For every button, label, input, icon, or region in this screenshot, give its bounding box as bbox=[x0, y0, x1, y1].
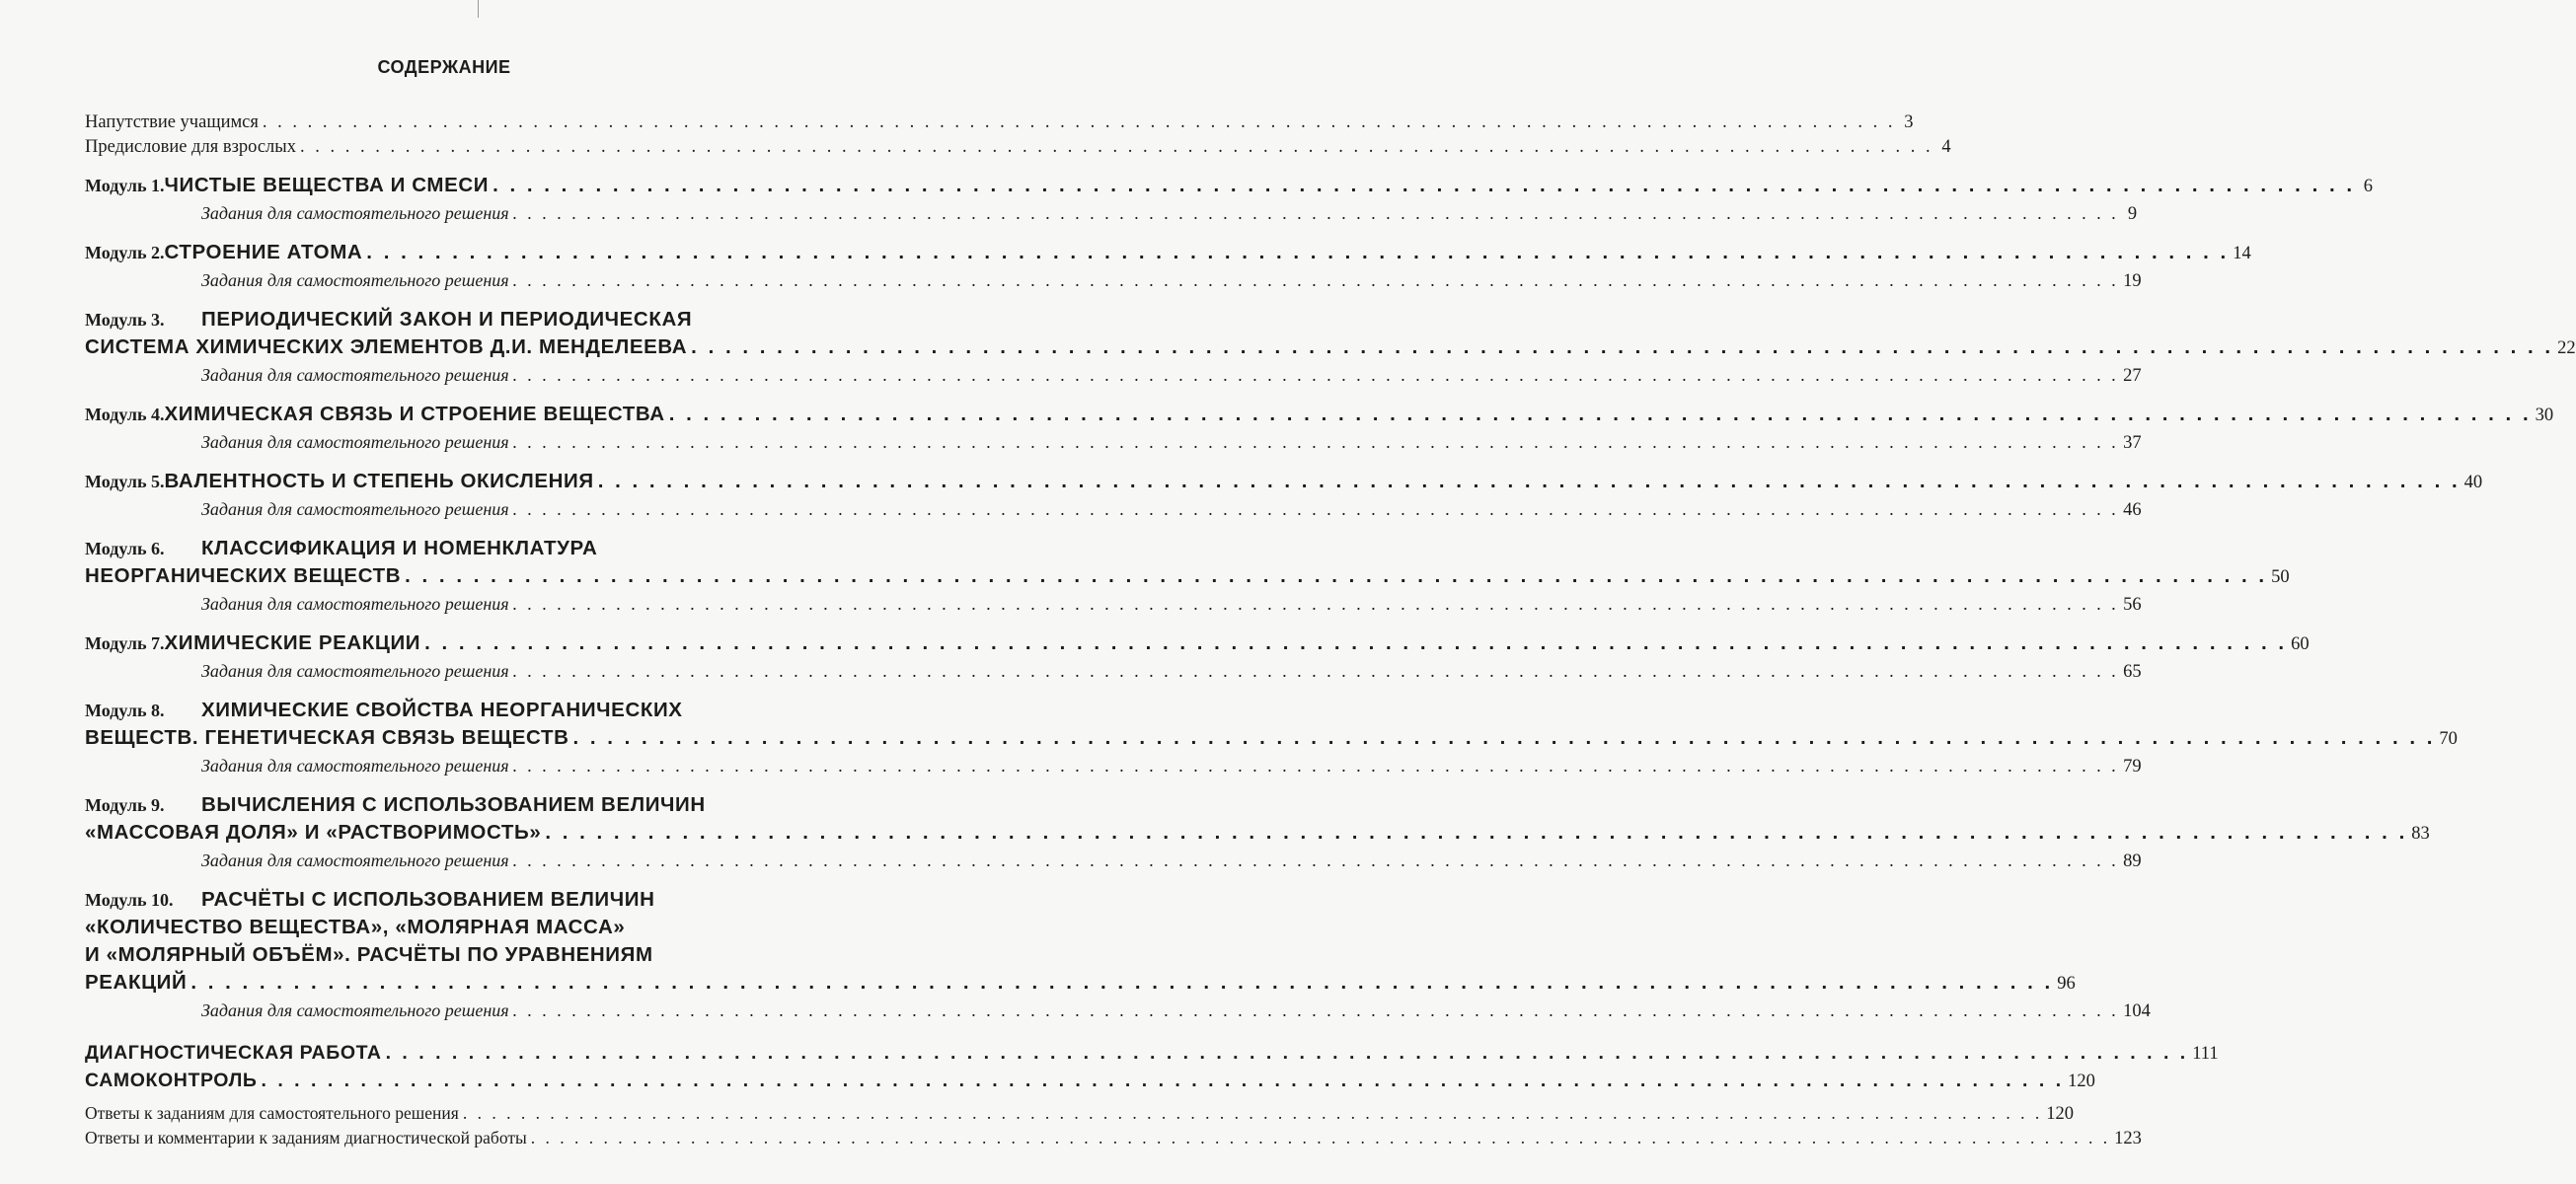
self-study-tasks-entry[interactable] bbox=[85, 998, 2151, 1024]
self-study-tasks-entry[interactable] bbox=[85, 848, 2142, 874]
module-entry bbox=[85, 239, 2251, 294]
leader-dots: . . . . . . . . . . . . . . . . . . . . . . . . . . . . . . . . . . . . . . . . . . . . . . . . . . . . . . . . . . . . . . . . . . . . . . . . . . . . . . . . . . . . . . . . . . . . . . . . . . . . . . . . . . . . . bbox=[512, 270, 2120, 290]
page-number: 3 bbox=[1904, 112, 1914, 132]
module-entry bbox=[85, 535, 2290, 618]
module-label: Модуль 9. bbox=[85, 795, 165, 815]
entry-title: Задания для самостоятельного решения bbox=[201, 270, 509, 290]
page-number: 120 bbox=[2046, 1104, 2074, 1124]
module-title-line bbox=[85, 914, 853, 941]
module-title-line[interactable] bbox=[85, 401, 2554, 429]
module-entry bbox=[85, 172, 2374, 227]
leader-dots: . . . . . . . . . . . . . . . . . . . . . . . . . . . . . . . . . . . . . . . . . . . . . . . . . . . . . . . . . . . . . . . . . . . . . . . . . . . . . . . . . . . . . . . . . . . . . . . . . . . . . . . . . . . . . bbox=[572, 726, 2436, 749]
toc-entry-answers[interactable] bbox=[85, 1101, 2074, 1126]
leader-dots: . . . . . . . . . . . . . . . . . . . . . . . . . . . . . . . . . . . . . . . . . . . . . . . . . . . . . . . . . . . . . . . . . . . . . . . . . . . . . . . . . . . . . . . . . . . . . . . . . . . . . . . . . . . . . bbox=[668, 403, 2532, 425]
entry-title: Задания для самостоятельного решения bbox=[201, 756, 509, 776]
entry-title: Задания для самостоятельного решения bbox=[201, 1000, 509, 1020]
entry-title: Задания для самостоятельного решения bbox=[201, 594, 509, 614]
page-number: 60 bbox=[2291, 634, 2310, 654]
module-label: Модуль 3. bbox=[85, 310, 165, 330]
module-title-line bbox=[85, 697, 853, 724]
entry-title: «МАССОВАЯ ДОЛЯ» И «РАСТВОРИМОСТЬ» bbox=[85, 821, 542, 844]
module-title-line bbox=[85, 791, 853, 819]
page-number: 46 bbox=[2123, 500, 2142, 520]
toc-entry-section[interactable] bbox=[85, 1068, 2095, 1095]
leader-dots: . . . . . . . . . . . . . . . . . . . . . . . . . . . . . . . . . . . . . . . . . . . . . . . . . . . . . . . . . . . . . . . . . . . . . . . . . . . . . . . . . . . . . . . . . . . . . . . . . . . . . . . . . . . . . bbox=[545, 821, 2408, 844]
leader-dots: . . . . . . . . . . . . . . . . . . . . . . . . . . . . . . . . . . . . . . . . . . . . . . . . . . . . . . . . . . . . . . . . . . . . . . . . . . . . . . . . . . . . . . . . . . . . . . . . . . . . . . . . . . . . . bbox=[462, 1103, 2043, 1123]
leader-dots: . . . . . . . . . . . . . . . . . . . . . . . . . . . . . . . . . . . . . . . . . . . . . . . . . . . . . . . . . . . . . . . . . . . . . . . . . . . . . . . . . . . . . . . . . . . . . . . . . . . . . . . . . . . . . bbox=[190, 971, 2054, 994]
leader-dots: . . . . . . . . . . . . . . . . . . . . . . . . . . . . . . . . . . . . . . . . . . . . . . . . . . . . . . . . . . . . . . . . . . . . . . . . . . . . . . . . . . . . . . . . . . . . . . . . . . . . . . . . . . . . . bbox=[512, 661, 2120, 681]
self-study-tasks-entry[interactable] bbox=[85, 591, 2142, 618]
module-entry bbox=[85, 886, 2151, 1024]
self-study-tasks-entry[interactable] bbox=[85, 362, 2142, 389]
page-number: 65 bbox=[2123, 662, 2142, 682]
module-label: Модуль 6. bbox=[85, 539, 165, 558]
leader-dots: . . . . . . . . . . . . . . . . . . . . . . . . . . . . . . . . . . . . . . . . . . . . . . . . . . . . . . . . . . . . . . . . . . . . . . . . . . . . . . . . . . . . . . . . . . . . . . . . . . . . . . . . . . . . . bbox=[385, 1042, 2189, 1064]
entry-title: РАСЧЁТЫ С ИСПОЛЬЗОВАНИЕМ ВЕЛИЧИН bbox=[201, 888, 655, 911]
entry-title: НЕОРГАНИЧЕСКИХ ВЕЩЕСТВ bbox=[85, 564, 402, 587]
module-entry bbox=[85, 697, 2458, 779]
module-label: Модуль 8. bbox=[85, 701, 165, 720]
module-title-line[interactable] bbox=[85, 172, 2374, 200]
module-title-line[interactable] bbox=[85, 819, 2430, 848]
entry-title: СТРОЕНИЕ АТОМА bbox=[164, 241, 363, 263]
page-number: 89 bbox=[2123, 851, 2142, 871]
module-title-line bbox=[85, 535, 853, 562]
toc-entry-section[interactable] bbox=[85, 1040, 2219, 1068]
leader-dots: . . . . . . . . . . . . . . . . . . . . . . . . . . . . . . . . . . . . . . . . . . . . . . . . . . . . . . . . . . . . . . . . . . . . . . . . . . . . . . . . . . . . . . . . . . . . . . . . . . . . . . . . . . . . . bbox=[512, 499, 2120, 519]
leader-dots: . . . . . . . . . . . . . . . . . . . . . . . . . . . . . . . . . . . . . . . . . . . . . . . . . . . . . . . . . . . . . . . . . . . . . . . . . . . . . . . . . . . . . . . . . . . . . . . . . . . . . . . . . . . . . bbox=[512, 203, 2120, 223]
module-title-line[interactable] bbox=[85, 629, 2310, 658]
page-number: 4 bbox=[1941, 137, 1951, 157]
self-study-tasks-entry[interactable] bbox=[85, 496, 2142, 523]
entry-title: ВЕЩЕСТВ. ГЕНЕТИЧЕСКАЯ СВЯЗЬ ВЕЩЕСТВ bbox=[85, 726, 569, 749]
leader-dots: . . . . . . . . . . . . . . . . . . . . . . . . . . . . . . . . . . . . . . . . . . . . . . . . . . . . . . . . . . . . . . . . . . . . . . . . . . . . . . . . . . . . . . . . . . . . . . . . . . . . . . . . . . . . . bbox=[492, 174, 2356, 196]
module-entry bbox=[85, 791, 2430, 874]
module-label: Модуль 2. bbox=[85, 243, 165, 262]
leader-dots: . . . . . . . . . . . . . . . . . . . . . . . . . . . . . . . . . . . . . . . . . . . . . . . . . . . . . . . . . . . . . . . . . . . . . . . . . . . . . . . . . . . . . . . . . . . . . . . . . . . . . . . . . . . . . bbox=[512, 1000, 2120, 1020]
module-title-line bbox=[85, 886, 853, 914]
entry-title: ВАЛЕНТНОСТЬ И СТЕПЕНЬ ОКИСЛЕНИЯ bbox=[164, 470, 594, 492]
table-of-contents bbox=[85, 111, 2576, 1150]
page-number: 79 bbox=[2123, 757, 2142, 777]
page-number: 9 bbox=[2127, 204, 2138, 224]
leader-dots: . . . . . . . . . . . . . . . . . . . . . . . . . . . . . . . . . . . . . . . . . . . . . . . . . . . . . . . . . . . . . . . . . . . . . . . . . . . . . . . . . . . . . . . . . . . . . . . . . . . . . . . . . . . . . bbox=[512, 365, 2120, 385]
page-number: 111 bbox=[2192, 1044, 2219, 1064]
entry-title: И «МОЛЯРНЫЙ ОБЪЁМ». РАСЧЁТЫ ПО УРАВНЕНИЯМ bbox=[85, 943, 653, 966]
leader-dots: . . . . . . . . . . . . . . . . . . . . . . . . . . . . . . . . . . . . . . . . . . . . . . . . . . . . . . . . . . . . . . . . . . . . . . . . . . . . . . . . . . . . . . . . . . . . . . . . . . . . . . . . . . . . . bbox=[405, 564, 2268, 587]
page-number: 123 bbox=[2114, 1129, 2142, 1148]
page-number: 22 bbox=[2557, 338, 2576, 358]
entry-title: ХИМИЧЕСКИЕ РЕАКЦИИ bbox=[164, 631, 421, 654]
module-title-line[interactable] bbox=[85, 724, 2458, 753]
leader-dots: . . . . . . . . . . . . . . . . . . . . . . . . . . . . . . . . . . . . . . . . . . . . . . . . . . . . . . . . . . . . . . . . . . . . . . . . . . . . . . . . . . . . . . . . . . . . . . . . . . . . . . . . . . . . . bbox=[262, 112, 1896, 132]
page-title: СОДЕРЖАНИЕ bbox=[377, 57, 511, 77]
self-study-tasks-entry[interactable] bbox=[85, 658, 2142, 685]
entry-title: Предисловие для взрослых bbox=[85, 137, 296, 157]
leader-dots: . . . . . . . . . . . . . . . . . . . . . . . . . . . . . . . . . . . . . . . . . . . . . . . . . . . . . . . . . . . . . . . . . . . . . . . . . . . . . . . . . . . . . . . . . . . . . . . . . . . . . . . . . . . . . bbox=[299, 137, 1933, 157]
module-label: Модуль 1. bbox=[85, 176, 165, 195]
module-entry bbox=[85, 401, 2554, 456]
page-number: 6 bbox=[2363, 177, 2374, 196]
entry-title: ДИАГНОСТИЧЕСКАЯ РАБОТА bbox=[85, 1042, 382, 1064]
self-study-tasks-entry[interactable] bbox=[85, 429, 2142, 456]
entry-title: Ответы и комментарии к заданиям диагностической работы bbox=[85, 1128, 527, 1147]
module-entry bbox=[85, 468, 2483, 523]
self-study-tasks-entry[interactable] bbox=[85, 200, 2138, 227]
entry-title: САМОКОНТРОЛЬ bbox=[85, 1070, 258, 1091]
entry-title: КЛАССИФИКАЦИЯ И НОМЕНКЛАТУРА bbox=[201, 537, 598, 559]
entry-title: Ответы к заданиям для самостоятельного решения bbox=[85, 1103, 459, 1123]
page-number: 37 bbox=[2123, 433, 2142, 453]
module-title-line[interactable] bbox=[85, 468, 2483, 496]
page-number: 104 bbox=[2123, 1001, 2151, 1021]
module-entry bbox=[85, 629, 2310, 685]
entry-title: РЕАКЦИЙ bbox=[85, 971, 188, 994]
module-title-line[interactable] bbox=[85, 333, 2576, 362]
leader-dots: . . . . . . . . . . . . . . . . . . . . . . . . . . . . . . . . . . . . . . . . . . . . . . . . . . . . . . . . . . . . . . . . . . . . . . . . . . . . . . . . . . . . . . . . . . . . . . . . . . . . . . . . . . . . . bbox=[424, 631, 2288, 654]
leader-dots: . . . . . . . . . . . . . . . . . . . . . . . . . . . . . . . . . . . . . . . . . . . . . . . . . . . . . . . . . . . . . . . . . . . . . . . . . . . . . . . . . . . . . . . . . . . . . . . . . . . . . . . . . . . . . bbox=[512, 594, 2120, 614]
page-number: 83 bbox=[2411, 824, 2430, 844]
page-number: 120 bbox=[2068, 1072, 2095, 1091]
entry-title: Задания для самостоятельного решения bbox=[201, 499, 509, 519]
page-number: 56 bbox=[2123, 595, 2142, 615]
section-gap bbox=[85, 1024, 853, 1040]
page-number: 40 bbox=[2463, 473, 2483, 492]
page-number: 50 bbox=[2271, 567, 2290, 587]
page-number: 27 bbox=[2123, 366, 2142, 386]
module-title-line[interactable] bbox=[85, 969, 2076, 998]
entry-title: Задания для самостоятельного решения bbox=[201, 432, 509, 452]
module-label: Модуль 7. bbox=[85, 633, 165, 653]
page-number: 14 bbox=[2233, 244, 2251, 263]
entry-title: Задания для самостоятельного решения bbox=[201, 661, 509, 681]
page-number: 19 bbox=[2123, 271, 2142, 291]
leader-dots: . . . . . . . . . . . . . . . . . . . . . . . . . . . . . . . . . . . . . . . . . . . . . . . . . . . . . . . . . . . . . . . . . . . . . . . . . . . . . . . . . . . . . . . . . . . . . . . . . . . . . . . . . . . . . bbox=[597, 470, 2461, 492]
module-label: Модуль 5. bbox=[85, 472, 165, 491]
entry-title: «КОЛИЧЕСТВО ВЕЩЕСТВА», «МОЛЯРНАЯ МАССА» bbox=[85, 916, 626, 938]
module-label: Модуль 10. bbox=[85, 890, 174, 910]
leader-dots: . . . . . . . . . . . . . . . . . . . . . . . . . . . . . . . . . . . . . . . . . . . . . . . . . . . . . . . . . . . . . . . . . . . . . . . . . . . . . . . . . . . . . . . . . . . . . . . . . . . . . . . . . . . . . bbox=[261, 1070, 2065, 1091]
module-title-line bbox=[85, 941, 853, 969]
entry-title: ЧИСТЫЕ ВЕЩЕСТВА И СМЕСИ bbox=[164, 174, 490, 196]
leader-dots: . . . . . . . . . . . . . . . . . . . . . . . . . . . . . . . . . . . . . . . . . . . . . . . . . . . . . . . . . . . . . . . . . . . . . . . . . . . . . . . . . . . . . . . . . . . . . . . . . . . . . . . . . . . . . bbox=[530, 1128, 2111, 1147]
leader-dots: . . . . . . . . . . . . . . . . . . . . . . . . . . . . . . . . . . . . . . . . . . . . . . . . . . . . . . . . . . . . . . . . . . . . . . . . . . . . . . . . . . . . . . . . . . . . . . . . . . . . . . . . . . . . . bbox=[512, 756, 2120, 776]
entry-title: СИСТЕМА ХИМИЧЕСКИХ ЭЛЕМЕНТОВ Д.И. МЕНДЕЛЕЕВА bbox=[85, 335, 688, 358]
page-number: 30 bbox=[2535, 406, 2554, 425]
toc-entry-intro[interactable] bbox=[85, 111, 1914, 135]
entry-title: Задания для самостоятельного решения bbox=[201, 851, 509, 870]
leader-dots: . . . . . . . . . . . . . . . . . . . . . . . . . . . . . . . . . . . . . . . . . . . . . . . . . . . . . . . . . . . . . . . . . . . . . . . . . . . . . . . . . . . . . . . . . . . . . . . . . . . . . . . . . . . . . bbox=[366, 241, 2230, 263]
module-title-line bbox=[85, 306, 853, 333]
entry-title: ХИМИЧЕСКИЕ СВОЙСТВА НЕОРГАНИЧЕСКИХ bbox=[201, 699, 683, 721]
entry-title: Задания для самостоятельного решения bbox=[201, 365, 509, 385]
toc-entry-intro[interactable] bbox=[85, 135, 1951, 160]
module-entry bbox=[85, 306, 2576, 389]
entry-title: ХИМИЧЕСКАЯ СВЯЗЬ И СТРОЕНИЕ ВЕЩЕСТВА bbox=[164, 403, 665, 425]
module-label: Модуль 4. bbox=[85, 405, 165, 424]
leader-dots: . . . . . . . . . . . . . . . . . . . . . . . . . . . . . . . . . . . . . . . . . . . . . . . . . . . . . . . . . . . . . . . . . . . . . . . . . . . . . . . . . . . . . . . . . . . . . . . . . . . . . . . . . . . . . bbox=[512, 432, 2120, 452]
entry-title: Задания для самостоятельного решения bbox=[201, 203, 509, 223]
leader-dots: . . . . . . . . . . . . . . . . . . . . . . . . . . . . . . . . . . . . . . . . . . . . . . . . . . . . . . . . . . . . . . . . . . . . . . . . . . . . . . . . . . . . . . . . . . . . . . . . . . . . . . . . . . . . . bbox=[691, 335, 2554, 358]
module-title-line[interactable] bbox=[85, 562, 2290, 591]
page-edge-mark bbox=[478, 0, 479, 18]
self-study-tasks-entry[interactable] bbox=[85, 753, 2142, 779]
module-title-line[interactable] bbox=[85, 239, 2251, 267]
entry-title: Напутствие учащимся bbox=[85, 112, 259, 132]
entry-title: ВЫЧИСЛЕНИЯ С ИСПОЛЬЗОВАНИЕМ ВЕЛИЧИН bbox=[201, 793, 706, 816]
entry-title: ПЕРИОДИЧЕСКИЙ ЗАКОН И ПЕРИОДИЧЕСКАЯ bbox=[201, 308, 693, 331]
page-number: 96 bbox=[2057, 974, 2076, 994]
leader-dots: . . . . . . . . . . . . . . . . . . . . . . . . . . . . . . . . . . . . . . . . . . . . . . . . . . . . . . . . . . . . . . . . . . . . . . . . . . . . . . . . . . . . . . . . . . . . . . . . . . . . . . . . . . . . . bbox=[512, 851, 2120, 870]
page-number: 70 bbox=[2439, 729, 2458, 749]
toc-entry-answers[interactable] bbox=[85, 1126, 2142, 1150]
self-study-tasks-entry[interactable] bbox=[85, 267, 2142, 294]
